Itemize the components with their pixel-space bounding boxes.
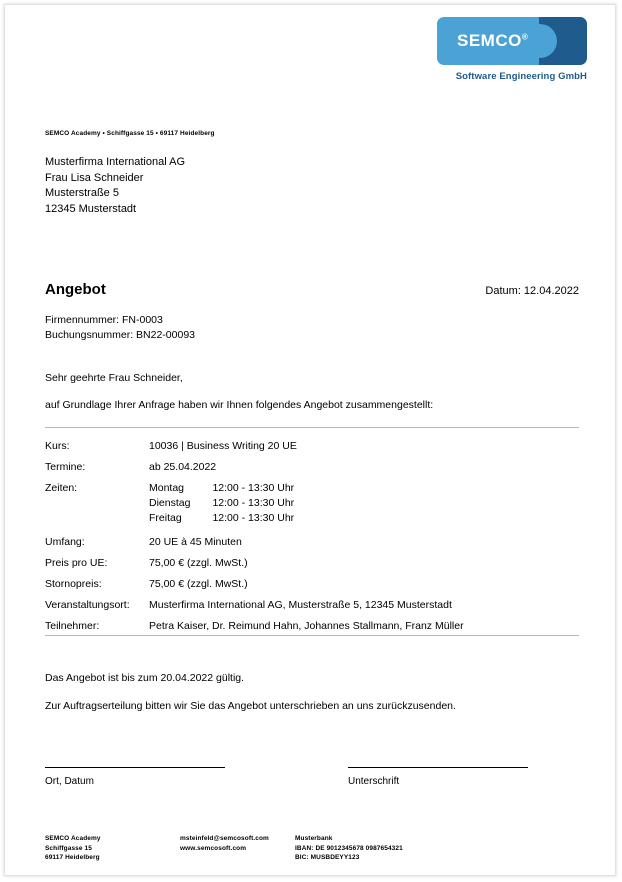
recipient-street: Musterstraße 5: [45, 187, 119, 199]
footer-city: 69117 Heidelberg: [45, 854, 100, 861]
salutation: Sehr geehrte Frau Schneider,: [45, 372, 183, 384]
document-date: Datum: 12.04.2022: [485, 285, 579, 297]
footer-email[interactable]: msteinfeld@semcosoft.com: [180, 835, 269, 842]
footer-address-column: [45, 834, 180, 863]
instruction-paragraph: Zur Auftragserteilung bitten wir Sie das Angebot unterschrieben an uns zurückzusenden.: [45, 700, 456, 712]
participants-value: Petra Kaiser, Dr. Reimund Hahn, Johannes Stallmann, Franz Müller: [149, 620, 464, 632]
price-per-ue-value: 75,00 € (zzgl. MwSt.): [149, 557, 248, 569]
place-date-signature-line: [45, 767, 225, 768]
schedule-row: [149, 497, 294, 512]
table-row: [45, 557, 579, 569]
recipient-company: Musterfirma International AG: [45, 156, 186, 168]
recipient-person: Frau Lisa Schneider: [45, 171, 144, 184]
logo-wordmark-text: SEMCO: [457, 31, 522, 50]
page-footer: [45, 834, 579, 863]
document-page: [4, 4, 616, 876]
details-top-divider: [45, 427, 579, 428]
signature-label: Unterschrift: [348, 776, 400, 787]
course-value: 10036 | Business Writing 20 UE: [149, 440, 297, 452]
schedule-day: Freitag: [149, 512, 182, 524]
sender-return-address: SEMCO Academy • Schiffgasse 15 • 69117 Heidelberg: [45, 130, 215, 137]
validity-paragraph: Das Angebot ist bis zum 20.04.2022 gültig.: [45, 672, 245, 684]
booking-number: Buchungsnummer: BN22-00093: [45, 329, 196, 341]
page-title: Angebot: [45, 281, 106, 298]
logo-mark: [437, 17, 587, 65]
schedule-time: 12:00 - 13:30 Uhr: [212, 512, 295, 524]
recipient-city: 12345 Musterstadt: [45, 202, 137, 215]
footer-contact-column: [180, 834, 295, 863]
table-row: [45, 482, 579, 527]
footer-bank-name: Musterbank: [295, 835, 333, 842]
schedule-row: [149, 512, 294, 527]
table-row: [45, 578, 579, 590]
schedule-day: Montag: [149, 482, 185, 494]
dates-label: Termine:: [45, 461, 86, 473]
logo-tagline: Software Engineering GmbH: [455, 71, 587, 82]
footer-street: Schiffgasse 15: [45, 844, 92, 852]
scope-value: 20 UE à 45 Minuten: [149, 536, 242, 548]
company-number: Firmennummer: FN-0003: [45, 314, 163, 326]
times-value: [149, 482, 579, 527]
intro-paragraph: auf Grundlage Ihrer Anfrage haben wir Ihnen folgendes Angebot zusammengestellt:: [45, 399, 434, 411]
offer-details-table: [45, 440, 579, 641]
footer-bank-column: [295, 834, 579, 863]
schedule-time: 12:00 - 13:30 Uhr: [212, 497, 295, 509]
reference-numbers: [45, 313, 195, 343]
cancellation-price-label: Stornopreis:: [45, 578, 102, 590]
scope-label: Umfang:: [45, 536, 85, 548]
document-title-row: [45, 281, 579, 298]
venue-value: Musterfirma International AG, Musterstraße 5, 12345 Musterstadt: [149, 599, 452, 611]
footer-iban: IBAN: DE 9012345678 0987654321: [295, 844, 403, 852]
logo-wordmark: [457, 31, 528, 51]
schedule-day: Dienstag: [149, 497, 191, 509]
participants-label: Teilnehmer:: [45, 620, 100, 632]
course-label: Kurs:: [45, 440, 70, 452]
venue-label: Veranstaltungsort:: [45, 599, 130, 611]
place-date-label: Ort, Datum: [45, 776, 94, 787]
footer-company-name: SEMCO Academy: [45, 835, 101, 842]
company-logo: [437, 17, 587, 82]
times-label: Zeiten:: [45, 482, 78, 494]
schedule-table: [149, 482, 294, 527]
dates-value: ab 25.04.2022: [149, 461, 217, 473]
table-row: [45, 620, 579, 632]
signature-line: [348, 767, 528, 768]
schedule-time: 12:00 - 13:30 Uhr: [212, 482, 295, 494]
table-row: [45, 536, 579, 548]
recipient-address: [45, 155, 185, 217]
cancellation-price-value: 75,00 € (zzgl. MwSt.): [149, 578, 248, 590]
footer-website[interactable]: www.semcosoft.com: [180, 844, 247, 852]
footer-bic: BIC: MUSBDEYY123: [295, 854, 360, 861]
price-per-ue-label: Preis pro UE:: [45, 557, 108, 569]
table-row: [45, 599, 579, 611]
schedule-row: [149, 482, 294, 497]
table-row: [45, 461, 579, 473]
table-row: [45, 440, 579, 452]
registered-trademark-icon: ®: [521, 32, 529, 42]
